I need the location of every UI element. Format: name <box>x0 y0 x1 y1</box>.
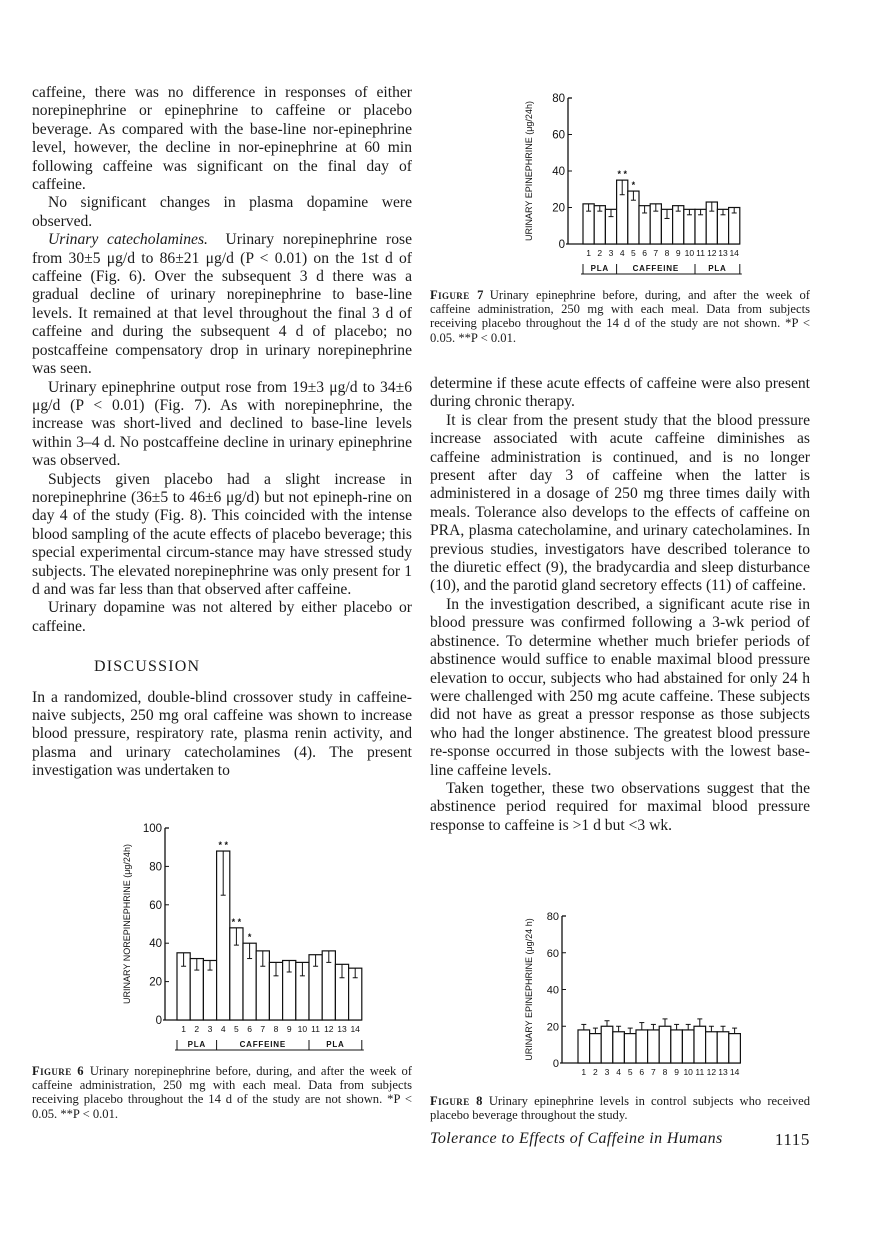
caption-text: Urinary norepinephrine before, during, and after the week of caffeine administration, 250 mg with each meal. Data from subjects receiving placebo throughout the 14 d of the study are not shown. *P < 0.05. **P < 0.01. <box>32 1064 412 1121</box>
page-footer <box>430 1130 810 1148</box>
running-title: Tolerance to Effects of Caffeine in Humans <box>430 1130 723 1147</box>
x-tick-label: 2 <box>194 1024 200 1034</box>
x-tick-label: 1 <box>581 1067 587 1077</box>
x-tick-label: 12 <box>707 248 717 258</box>
paragraph <box>32 231 412 378</box>
subsection-heading: Urinary catecholamines. <box>48 231 208 249</box>
figure-6-caption <box>32 1064 412 1121</box>
figure-label: Figure 7 <box>430 288 484 302</box>
period-label: CAFFEINE <box>239 1040 287 1049</box>
bar <box>729 1034 741 1063</box>
x-tick-label: 4 <box>616 1067 621 1077</box>
paragraph: In a randomized, double-blind crossover study in caffeine-naive subjects, 250 mg oral caffeine was shown to increase blood pressure, respiratory rate, plasma renin activity, and plasma and urinary catecholamines (4). The present investigation was undertaken to <box>32 688 412 780</box>
figure-label: Figure 8 <box>430 1094 483 1108</box>
x-tick-label: 1 <box>181 1024 186 1034</box>
paragraph: Urinary dopamine was not altered by either placebo or caffeine. <box>32 599 412 635</box>
right-column <box>430 375 810 835</box>
bar <box>624 1034 636 1063</box>
bar <box>659 1026 671 1063</box>
bar <box>590 1034 602 1063</box>
x-tick-label: 14 <box>729 248 739 258</box>
bar <box>613 1032 625 1063</box>
x-tick-label: 10 <box>297 1024 308 1034</box>
x-tick-label: 4 <box>220 1024 226 1034</box>
x-tick-label: 8 <box>664 248 670 258</box>
x-tick-label: 3 <box>604 1067 610 1077</box>
x-tick-label: 5 <box>627 1067 633 1077</box>
period-label: PLA <box>187 1040 207 1049</box>
y-tick-label: 60 <box>546 947 559 960</box>
x-tick-label: 3 <box>608 248 614 258</box>
x-tick-label: 7 <box>653 248 659 258</box>
period-label: PLA <box>708 264 727 273</box>
x-tick-label: 7 <box>651 1067 656 1077</box>
significance-marker: * * <box>231 916 242 927</box>
x-tick-label: 9 <box>286 1024 292 1034</box>
y-axis-label: URINARY EPINEPHRINE (μg/24h) <box>524 101 534 241</box>
y-tick-label: 100 <box>142 823 162 835</box>
y-tick-label: 80 <box>552 93 565 105</box>
x-tick-label: 12 <box>706 1067 717 1077</box>
paragraph-text: Urinary norepinephrine rose from 30±5 μg/d to 86±21 μg/d (P < 0.01) on the 1st d of caffeine (Fig. 6). Over the subsequent 3 d there was a gradual decline of urinary norepinephrine to base-line levels. It remained at that level throughout the final 3 d of caffeine and during the subsequent 4 d of placebo; no postcaffeine compensatory drop in urinary norepinephrine was seen. <box>32 231 412 378</box>
paragraph: caffeine, there was no difference in responses of either norepinephrine or epinephrine to caffeine or placebo beverage. As compared with the base-line nor-epinephrine level, however, the decline in nor-epinephrine at 60 min following caffeine was significant on the final day of caffeine. <box>32 84 412 194</box>
y-tick-label: 80 <box>546 911 559 923</box>
period-label: PLA <box>326 1040 345 1049</box>
figure-label: Figure 6 <box>32 1064 84 1078</box>
y-tick-label: 60 <box>552 129 565 142</box>
bar <box>601 1026 613 1063</box>
x-tick-label: 13 <box>718 1067 728 1077</box>
bar <box>578 1030 590 1063</box>
significance-marker: * <box>247 932 252 943</box>
page-number: 1115 <box>774 1130 810 1149</box>
y-tick-label: 40 <box>149 938 162 951</box>
y-tick-label: 0 <box>155 1015 162 1027</box>
figure-8-caption <box>430 1094 810 1122</box>
x-tick-label: 13 <box>718 248 728 258</box>
x-tick-label: 11 <box>696 248 706 258</box>
x-tick-label: 13 <box>337 1024 347 1034</box>
y-tick-label: 0 <box>552 1058 559 1070</box>
bar <box>636 1030 648 1063</box>
x-tick-label: 1 <box>586 248 591 258</box>
bar <box>648 1030 660 1063</box>
bar <box>682 1030 694 1063</box>
significance-marker: * <box>631 180 636 191</box>
x-tick-label: 6 <box>639 1067 645 1077</box>
x-tick-label: 8 <box>273 1024 279 1034</box>
figure-7-caption <box>430 288 810 345</box>
period-label: PLA <box>590 264 610 273</box>
x-tick-label: 3 <box>207 1024 213 1034</box>
figure-8-chart <box>520 890 740 1085</box>
bar <box>671 1030 683 1063</box>
period-label: CAFFEINE <box>632 264 680 273</box>
x-tick-label: 12 <box>324 1024 334 1034</box>
y-tick-label: 0 <box>558 239 565 251</box>
y-tick-label: 40 <box>546 984 559 997</box>
paragraph: Subjects given placebo had a slight increase in norepinephrine (36±5 to 46±6 μg/d) but not epineph-rine on day 4 of the study (Fig. 8). This coincided with the intense blood sampling of the acute effects of placebo beverage; this special experimental circum-stance may have stressed study subjects. The elevated norepinephrine was only present for 1 d and was far less than that observed after caffeine. <box>32 470 412 598</box>
x-tick-label: 5 <box>631 248 636 258</box>
y-axis-label: URINARY EPINEPHRINE (μg/24 h) <box>524 918 534 1061</box>
y-tick-label: 20 <box>552 202 565 215</box>
x-tick-label: 8 <box>662 1067 668 1077</box>
left-column <box>32 84 412 781</box>
y-tick-label: 20 <box>149 976 162 989</box>
x-tick-label: 14 <box>729 1067 740 1077</box>
x-tick-label: 7 <box>260 1024 266 1034</box>
y-tick-label: 40 <box>552 166 565 178</box>
x-tick-label: 5 <box>234 1024 239 1034</box>
y-tick-label: 20 <box>546 1021 559 1034</box>
x-tick-label: 14 <box>350 1024 360 1034</box>
bar <box>694 1026 706 1063</box>
x-tick-label: 9 <box>675 248 681 258</box>
paragraph: Taken together, these two observations suggest that the abstinence period required for maximal blood pressure response to caffeine is >1 d but <3 wk. <box>430 779 810 834</box>
x-tick-label: 11 <box>695 1067 705 1077</box>
caption-text: Urinary epinephrine levels in control subjects who received placebo beverage throughout the study. <box>430 1094 810 1123</box>
paragraph: determine if these acute effects of caffeine were also present during chronic therapy. <box>430 375 810 411</box>
paragraph: Urinary epinephrine output rose from 19±3 μg/d to 34±6 μg/d (P < 0.01) (Fig. 7). As with norepinephrine, the increase was short-lived and declined to base-line levels within 3–4 d. No postcaffeine decline in urinary epinephrine was observed. <box>32 378 412 470</box>
caption-text: Urinary epinephrine before, during, and after the week of caffeine administration, 250 mg with each meal. Data from subjects receiving placebo throughout the 14 d of the study are not shown. *P < 0.05. **P < 0.01. <box>430 288 811 345</box>
x-tick-label: 6 <box>247 1024 252 1034</box>
paragraph: In the investigation described, a significant acute rise in blood pressure was confirmed following a 3-wk period of abstinence. To determine whether much briefer periods of abstinence would suffice to enable maximal blood pressure elevation to occur, subjects who had abstained for only 24 h were challenged with 250 mg acute caffeine. These subjects did not have as great a pressor response as those subjects who had the longer abstinence. The greatest blood pressure re-sponse occurred in those subjects with the lowest base-line caffeine levels. <box>430 595 810 779</box>
x-tick-label: 11 <box>311 1024 321 1034</box>
significance-marker: * * <box>617 169 627 180</box>
x-tick-label: 6 <box>642 248 647 258</box>
figure-7-chart <box>520 80 740 280</box>
y-axis-label: URINARY NOREPINEPHRINE (μg/24h) <box>122 844 132 1004</box>
section-heading: DISCUSSION <box>94 658 201 676</box>
x-tick-label: 10 <box>683 1067 693 1077</box>
significance-marker: * * <box>218 840 228 851</box>
bar <box>706 1032 718 1063</box>
y-tick-label: 60 <box>149 899 162 912</box>
x-tick-label: 2 <box>593 1067 598 1077</box>
paragraph: No significant changes in plasma dopamine were observed. <box>32 194 412 230</box>
paragraph: It is clear from the present study that the blood pressure increase associated with acute caffeine diminishes as caffeine administration is continued, and is no longer present after day 3 of caffeine when the latter is administered in a dosage of 250 mg three times daily with meals. Tolerance also develops to the effects of caffeine on PRA, plasma catecholamine, and urinary catecholamines. In previous studies, investigators have described tolerance to the diuretic effect (9), the bradycardia and sleep disturbance (10), and the parotid gland secretory effects (11) of caffeine. <box>430 411 810 595</box>
x-tick-label: 4 <box>619 248 625 258</box>
x-tick-label: 10 <box>684 248 695 258</box>
y-tick-label: 80 <box>149 861 162 874</box>
x-tick-label: 2 <box>597 248 603 258</box>
figure-6-chart <box>120 808 360 1058</box>
x-tick-label: 9 <box>674 1067 679 1077</box>
bar <box>717 1032 729 1063</box>
